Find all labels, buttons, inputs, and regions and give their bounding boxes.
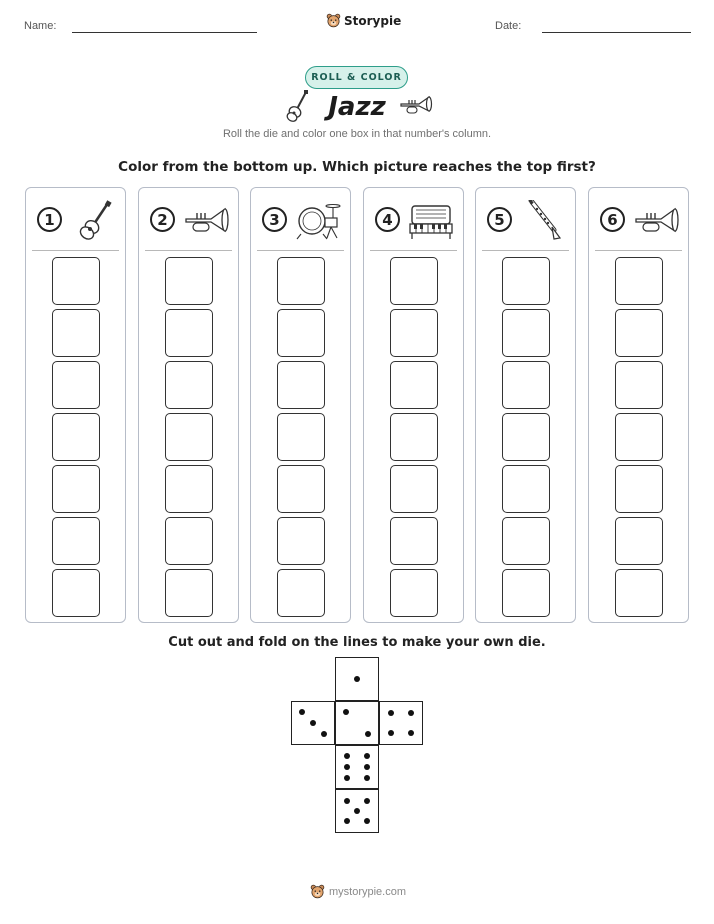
footer — [310, 884, 406, 899]
column-divider — [370, 250, 457, 251]
pip — [388, 730, 394, 736]
pip — [364, 764, 370, 770]
pip — [344, 818, 350, 824]
color-box[interactable] — [615, 257, 663, 305]
column-4 — [363, 187, 464, 623]
color-box[interactable] — [502, 413, 550, 461]
footer-site: mystorypie.com — [329, 885, 407, 898]
column-number: 2 — [150, 207, 175, 232]
color-box[interactable] — [615, 569, 663, 617]
pip — [408, 730, 414, 736]
instruction-heading: Color from the bottom up. Which picture reaches the top first? — [118, 159, 596, 175]
column-divider — [145, 250, 232, 251]
column-5 — [475, 187, 576, 623]
name-label: Name: — [24, 20, 57, 32]
column-number: 3 — [262, 207, 287, 232]
pip — [344, 764, 350, 770]
trumpet-icon — [399, 94, 433, 116]
color-box[interactable] — [52, 309, 100, 357]
color-box[interactable] — [52, 413, 100, 461]
column-header — [251, 188, 350, 250]
column-divider — [482, 250, 569, 251]
pip — [388, 710, 394, 716]
brand-name: Storypie — [344, 13, 402, 28]
column-number: 6 — [600, 207, 625, 232]
column-header — [364, 188, 463, 250]
pip — [344, 798, 350, 804]
column-header — [26, 188, 125, 250]
cut-instruction: Cut out and fold on the lines to make your own die. — [168, 635, 546, 650]
color-box[interactable] — [390, 465, 438, 513]
die-face-2 — [335, 701, 379, 745]
color-box[interactable] — [52, 517, 100, 565]
color-box[interactable] — [615, 465, 663, 513]
color-box[interactable] — [165, 361, 213, 409]
column-number: 5 — [487, 207, 512, 232]
die-face-3 — [291, 701, 335, 745]
column-number: 1 — [37, 207, 62, 232]
name-line[interactable] — [72, 32, 257, 33]
color-box[interactable] — [277, 517, 325, 565]
color-box[interactable] — [502, 517, 550, 565]
column-2 — [138, 187, 239, 623]
color-box[interactable] — [615, 309, 663, 357]
pip — [354, 676, 360, 682]
color-box[interactable] — [390, 257, 438, 305]
date-label: Date: — [495, 20, 522, 32]
die-face-5 — [335, 789, 379, 833]
pip — [364, 753, 370, 759]
pip — [364, 818, 370, 824]
die-face-4 — [379, 701, 423, 745]
piano-icon — [408, 200, 454, 240]
color-box[interactable] — [390, 309, 438, 357]
column-6 — [588, 187, 689, 623]
guitar-icon — [70, 200, 116, 240]
color-box[interactable] — [502, 309, 550, 357]
color-box[interactable] — [390, 517, 438, 565]
color-box[interactable] — [52, 465, 100, 513]
color-box[interactable] — [165, 465, 213, 513]
pip — [365, 731, 371, 737]
color-box[interactable] — [277, 309, 325, 357]
pip — [343, 709, 349, 715]
color-box[interactable] — [277, 413, 325, 461]
bear-logo-icon — [326, 13, 341, 28]
drum-kit-icon — [295, 200, 341, 240]
color-box[interactable] — [502, 569, 550, 617]
die-face-6 — [335, 745, 379, 789]
trumpet-icon — [183, 200, 229, 240]
date-line[interactable] — [542, 32, 691, 33]
column-number: 4 — [375, 207, 400, 232]
bear-logo-icon — [310, 884, 325, 899]
color-box[interactable] — [277, 361, 325, 409]
color-box[interactable] — [165, 517, 213, 565]
column-header — [139, 188, 238, 250]
pip — [321, 731, 327, 737]
color-box[interactable] — [52, 257, 100, 305]
color-box[interactable] — [390, 361, 438, 409]
pip — [344, 775, 350, 781]
pip — [364, 775, 370, 781]
pip — [344, 753, 350, 759]
color-box[interactable] — [615, 413, 663, 461]
column-divider — [257, 250, 344, 251]
column-1 — [25, 187, 126, 623]
trumpet-icon — [633, 200, 679, 240]
column-3 — [250, 187, 351, 623]
color-box[interactable] — [502, 257, 550, 305]
color-box[interactable] — [615, 361, 663, 409]
color-box[interactable] — [277, 465, 325, 513]
column-divider — [32, 250, 119, 251]
color-box[interactable] — [390, 413, 438, 461]
color-box[interactable] — [165, 309, 213, 357]
brand-logo — [326, 13, 401, 28]
page-title: Jazz — [328, 92, 386, 122]
roll-and-color-badge: ROLL & COLOR — [305, 66, 408, 89]
die-face-1 — [335, 657, 379, 701]
color-box[interactable] — [502, 465, 550, 513]
color-box[interactable] — [615, 517, 663, 565]
pip — [354, 808, 360, 814]
color-box[interactable] — [277, 569, 325, 617]
color-box[interactable] — [502, 361, 550, 409]
column-header — [476, 188, 575, 250]
color-box[interactable] — [165, 413, 213, 461]
color-box[interactable] — [165, 569, 213, 617]
pip — [310, 720, 316, 726]
color-box[interactable] — [52, 361, 100, 409]
color-box[interactable] — [277, 257, 325, 305]
pip — [408, 710, 414, 716]
column-header — [589, 188, 688, 250]
subtitle: Roll the die and color one box in that number's column. — [222, 128, 492, 140]
pip — [364, 798, 370, 804]
pip — [299, 709, 305, 715]
color-box[interactable] — [52, 569, 100, 617]
clarinet-icon — [520, 200, 566, 240]
color-box[interactable] — [390, 569, 438, 617]
column-divider — [595, 250, 682, 251]
color-box[interactable] — [165, 257, 213, 305]
